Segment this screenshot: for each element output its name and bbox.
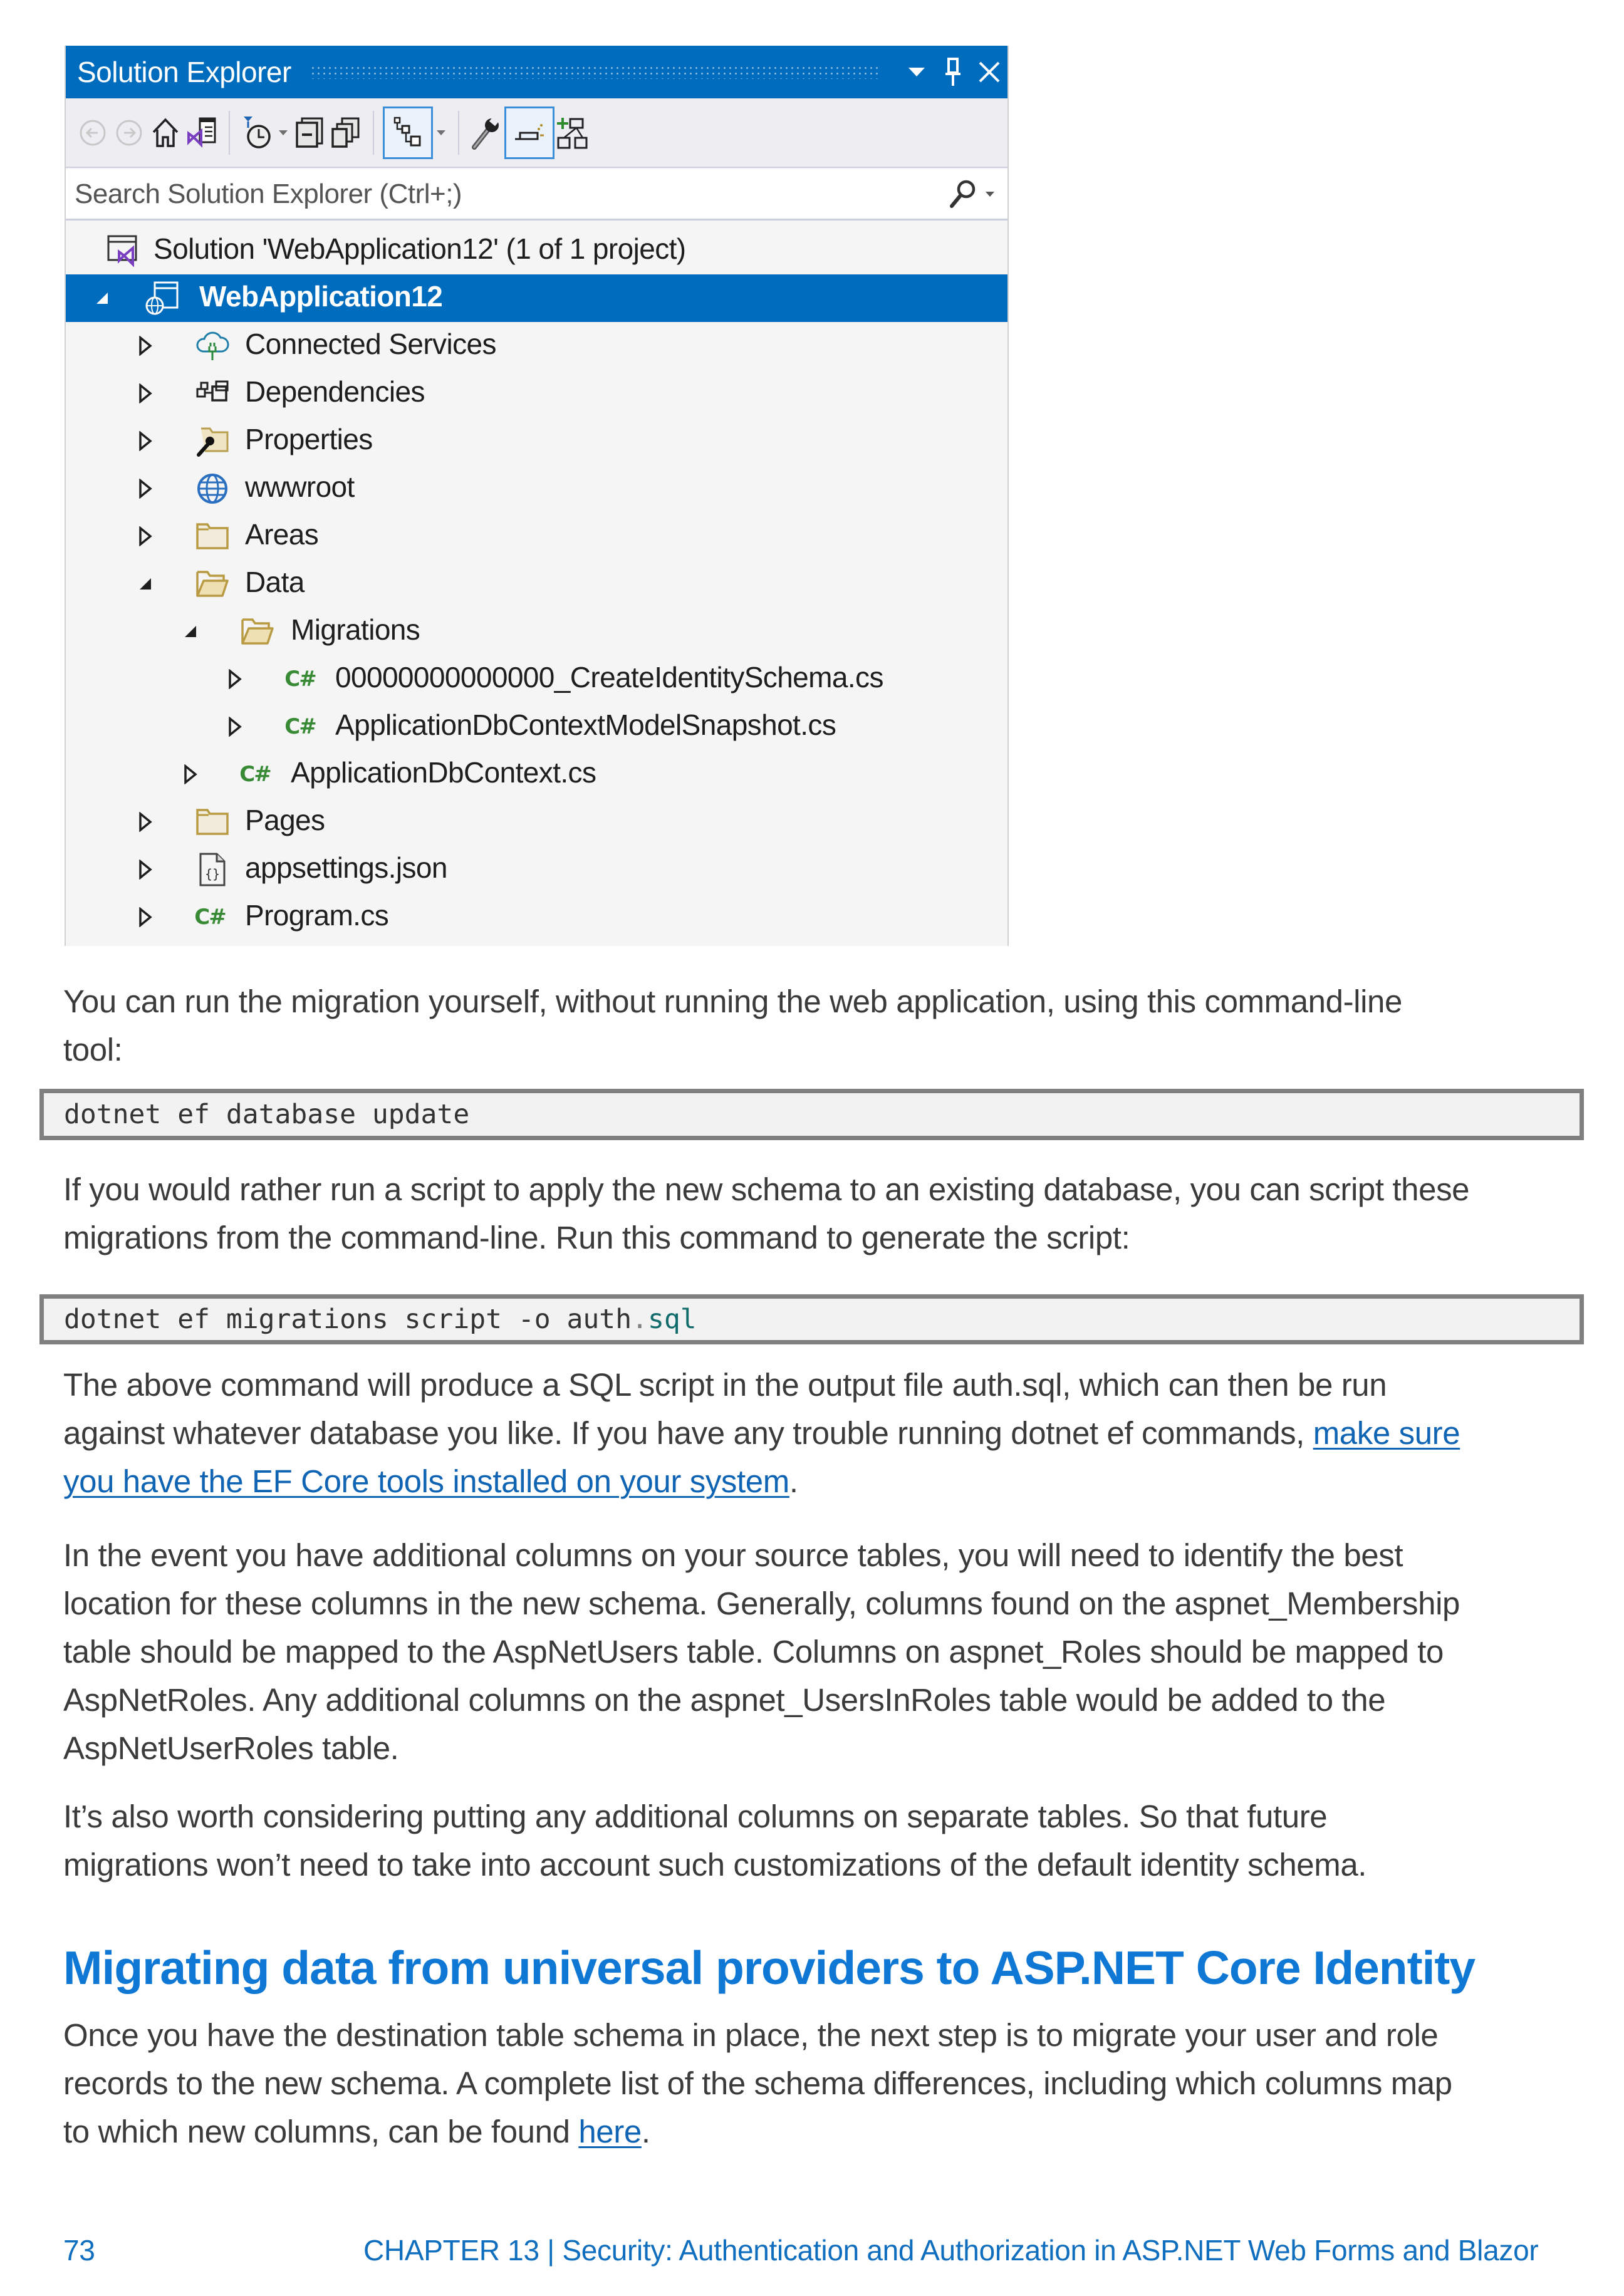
svg-text:{}: {} — [204, 866, 221, 881]
search-icon — [949, 179, 977, 210]
panel-title: Solution Explorer — [77, 56, 291, 88]
text-line: migrations from the command-line. Run this command to generate the script: — [63, 1220, 1130, 1255]
tree-item-wwwroot[interactable] — [66, 465, 1007, 512]
tree-item-label: Migrations — [291, 613, 420, 646]
solution-explorer-search — [66, 169, 1007, 221]
expanded-triangle-icon[interactable] — [181, 619, 200, 644]
csharp-icon: C# — [284, 667, 316, 692]
tree-item-appsettings[interactable] — [66, 846, 1007, 893]
collapsed-triangle-icon[interactable] — [136, 857, 155, 882]
search-input[interactable] — [66, 178, 947, 210]
text-line: AspNetRoles. Any additional columns on the aspnet_UsersInRoles table would be added to the — [63, 1682, 1386, 1718]
dropdown-arrow-icon — [435, 129, 447, 137]
switch-views-button[interactable] — [184, 108, 220, 158]
code-block-migrations-script — [39, 1294, 1584, 1344]
folder-open-icon — [195, 566, 230, 601]
switch-views-icon — [186, 116, 217, 150]
collapsed-triangle-icon[interactable] — [136, 333, 155, 358]
tree-item-label: Program.cs — [245, 899, 389, 932]
tree-item-label: WebApplication12 — [199, 280, 443, 313]
folder-icon — [195, 804, 230, 839]
tree-item-label: Properties — [245, 423, 373, 455]
tree-item-model-snapshot[interactable] — [66, 703, 1007, 751]
back-arrow-icon — [79, 119, 107, 147]
tree-item-properties[interactable] — [66, 417, 1007, 465]
ef-core-tools-link[interactable]: make sure — [1313, 1415, 1460, 1451]
collapsed-triangle-icon[interactable] — [136, 905, 155, 930]
collapse-all-button[interactable] — [291, 108, 328, 158]
text-line: AspNetUserRoles table. — [63, 1730, 399, 1766]
window-position-dropdown-button[interactable] — [898, 50, 935, 94]
csharp-icon: C# — [284, 714, 316, 739]
code-text: dotnet ef database update — [64, 1099, 470, 1130]
text-line: If you would rather run a script to apply the new schema to an existing database, you can script these — [63, 1171, 1470, 1207]
text-line: you have the EF Core tools installed on your system. — [63, 1463, 798, 1499]
tree-item-pages[interactable] — [66, 798, 1007, 846]
tree-item-dependencies[interactable] — [66, 370, 1007, 417]
collapse-all-icon — [294, 117, 325, 149]
search-options-dropdown[interactable] — [979, 190, 1001, 198]
add-node-tree-icon — [556, 115, 589, 150]
paragraph-migrate-records — [63, 2011, 1580, 2156]
chapter-footer: CHAPTER 13 | Security: Authentication and Authorization in ASP.NET Web Forms and Blazor — [363, 2234, 1539, 2267]
tree-item-label: wwwroot — [245, 470, 355, 503]
paragraph-sql-output — [63, 1361, 1580, 1505]
tree-item-connected-services[interactable] — [66, 322, 1007, 370]
search-button[interactable] — [947, 175, 979, 213]
expanded-triangle-icon[interactable] — [136, 571, 155, 596]
tree-item-label: ApplicationDbContext.cs — [291, 756, 596, 789]
solution-tree — [66, 227, 1007, 946]
collapsed-triangle-icon[interactable] — [226, 667, 244, 692]
close-panel-button[interactable] — [971, 50, 1007, 94]
tree-item-label: 00000000000000_CreateIdentitySchema.cs — [335, 661, 883, 693]
show-all-files-button[interactable] — [328, 108, 364, 158]
tree-item-label: appsettings.json — [245, 851, 447, 884]
drag-grip[interactable] — [310, 65, 881, 79]
sync-tree-icon — [392, 115, 424, 150]
tree-item-program[interactable] — [66, 893, 1007, 941]
auto-hide-pin-button[interactable] — [935, 50, 971, 94]
solution-explorer-title-bar[interactable] — [66, 46, 1007, 98]
preview-icon — [514, 120, 545, 145]
home-icon — [151, 117, 180, 148]
sync-dropdown[interactable] — [433, 108, 449, 158]
section-heading: Migrating data from universal providers to ASP.NET Core Identity — [63, 1941, 1476, 1994]
page-number: 73 — [63, 2234, 95, 2267]
text-line: location for these columns in the new schema. Generally, columns found on the aspnet_Membership — [63, 1586, 1460, 1621]
dropdown-arrow-icon — [278, 129, 289, 137]
dropdown-arrow-icon — [984, 190, 996, 198]
dependencies-icon — [195, 376, 230, 411]
folder-open-icon — [240, 614, 275, 649]
tree-item-application-db-context[interactable] — [66, 751, 1007, 798]
tree-item-solution[interactable] — [66, 227, 1007, 274]
paragraph-additional-columns — [63, 1531, 1580, 1772]
text-line: It’s also worth considering putting any additional columns on separate tables. So that future — [63, 1799, 1328, 1834]
back-button[interactable] — [75, 108, 111, 158]
tree-item-label: ApplicationDbContextModelSnapshot.cs — [335, 709, 836, 741]
forward-arrow-icon — [115, 119, 143, 147]
tree-item-data[interactable] — [66, 560, 1007, 608]
pin-icon — [945, 57, 961, 87]
add-new-node-button[interactable] — [554, 108, 591, 158]
pending-changes-filter-dropdown[interactable] — [275, 108, 291, 158]
paragraph-separate-tables — [63, 1792, 1580, 1889]
json-file-icon — [195, 852, 230, 887]
tree-item-migrations[interactable] — [66, 608, 1007, 655]
text-line: to which new columns, can be found here. — [63, 2114, 650, 2149]
solution-explorer-toolbar — [66, 98, 1007, 168]
text-line: migrations won’t need to take into account such customizations of the default identity schema. — [63, 1847, 1367, 1883]
globe-icon — [195, 471, 230, 506]
toolbar-separator — [229, 111, 230, 155]
tree-item-project[interactable] — [66, 274, 1007, 322]
solution-explorer-panel — [65, 46, 1009, 946]
collapsed-triangle-icon[interactable] — [226, 714, 244, 739]
properties-icon — [195, 423, 230, 459]
forward-button[interactable] — [111, 108, 147, 158]
csharp-icon: C# — [194, 905, 226, 930]
collapsed-triangle-icon[interactable] — [136, 429, 155, 454]
text-line: table should be mapped to the AspNetUsers table. Columns on aspnet_Roles should be mapped to — [63, 1634, 1444, 1670]
wrench-icon — [471, 116, 502, 150]
collapsed-triangle-icon[interactable] — [136, 381, 155, 406]
sync-with-active-document-button[interactable] — [383, 106, 433, 159]
code-block-database-update — [39, 1089, 1584, 1140]
text-line: In the event you have additional columns on your source tables, you will need to identify the best — [63, 1537, 1403, 1573]
clock-filter-icon — [241, 115, 273, 150]
toolbar-separator — [373, 111, 374, 155]
close-icon — [978, 61, 1001, 83]
folder-icon — [195, 519, 230, 554]
paragraph-script-migrations — [63, 1165, 1580, 1262]
schema-differences-link[interactable]: here — [578, 2114, 642, 2149]
tree-item-label: Data — [245, 566, 304, 598]
connected-services-icon — [195, 328, 230, 363]
pending-changes-filter-button[interactable] — [239, 108, 275, 158]
tree-item-areas[interactable] — [66, 512, 1007, 560]
toolbar-separator — [458, 111, 459, 155]
code-text: dotnet ef migrations script -o auth.sql — [64, 1304, 697, 1335]
properties-button[interactable] — [468, 108, 504, 158]
text-line: The above command will produce a SQL script in the output file auth.sql, which can then be run — [63, 1367, 1387, 1403]
collapsed-triangle-icon[interactable] — [136, 476, 155, 501]
paragraph-run-migration — [63, 977, 1580, 1074]
csharp-icon: C# — [239, 762, 271, 787]
collapsed-triangle-icon[interactable] — [136, 809, 155, 834]
expanded-triangle-icon[interactable] — [93, 286, 112, 311]
tree-item-label: Connected Services — [245, 328, 496, 360]
text-line: Once you have the destination table schema in place, the next step is to migrate your user and role — [63, 2017, 1439, 2053]
tree-item-label: Pages — [245, 804, 325, 836]
text-line: You can run the migration yourself, without running the web application, using this command-line — [63, 984, 1402, 1019]
tree-item-label: Dependencies — [245, 375, 425, 408]
text-line: tool: — [63, 1032, 123, 1067]
tree-item-create-identity-schema[interactable] — [66, 655, 1007, 703]
collapsed-triangle-icon[interactable] — [181, 762, 200, 787]
ef-core-tools-link-continued[interactable]: you have the EF Core tools installed on your system — [63, 1463, 789, 1499]
solution-icon — [105, 233, 140, 268]
chevron-down-icon — [907, 66, 926, 78]
tree-item-label: Solution 'WebApplication12' (1 of 1 project) — [154, 232, 686, 265]
home-button[interactable] — [147, 108, 184, 158]
text-line: records to the new schema. A complete list of the schema differences, including which columns map — [63, 2065, 1452, 2101]
tree-item-label: Areas — [245, 518, 319, 551]
text-line: against whatever database you like. If you have any trouble running dotnet ef commands, make sure — [63, 1415, 1460, 1451]
show-all-files-icon — [331, 117, 361, 149]
web-project-icon — [145, 281, 180, 316]
preview-selected-items-button[interactable] — [504, 106, 554, 159]
collapsed-triangle-icon[interactable] — [136, 524, 155, 549]
